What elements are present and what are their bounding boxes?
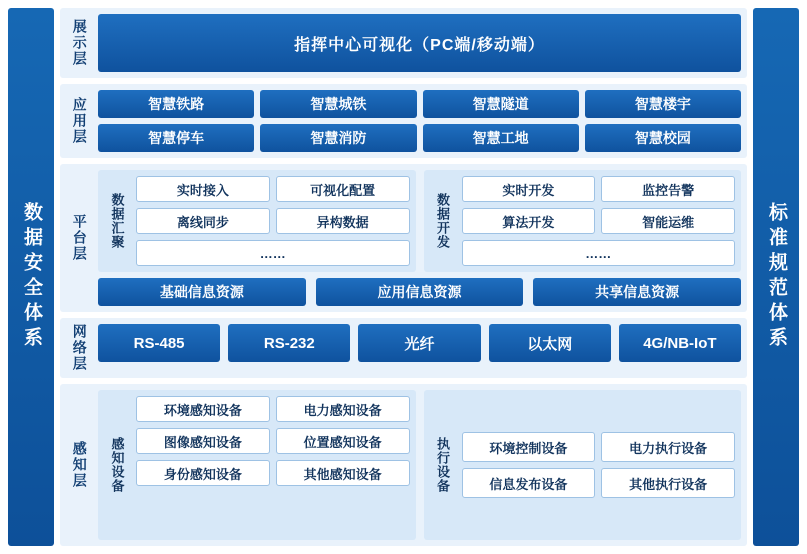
right-vertical-bar-label: 标准规范体系 xyxy=(765,202,787,352)
platform-right-more[interactable]: …… xyxy=(462,240,736,266)
app-item[interactable]: 智慧楼宇 xyxy=(585,90,741,118)
layer-display-body xyxy=(98,14,741,72)
sensing-groups xyxy=(98,390,741,540)
platform-left-more[interactable]: …… xyxy=(136,240,410,266)
layer-sensing-label-text: 感知层 xyxy=(71,441,88,489)
network-item[interactable]: 光纤 xyxy=(358,324,480,362)
platform-group-left-label xyxy=(104,176,130,266)
sensing-left-item[interactable]: 电力感知设备 xyxy=(276,396,410,422)
platform-right-item[interactable]: 算法开发 xyxy=(462,208,596,234)
layer-display xyxy=(60,8,747,78)
layer-network-label-text: 网络层 xyxy=(71,324,88,372)
sensing-left-item[interactable]: 图像感知设备 xyxy=(136,428,270,454)
left-vertical-bar-label: 数据安全体系 xyxy=(20,202,42,352)
platform-group-data-development xyxy=(424,170,742,272)
layer-application-body xyxy=(98,90,741,152)
platform-left-item[interactable]: 可视化配置 xyxy=(276,176,410,202)
platform-left-item[interactable]: 离线同步 xyxy=(136,208,270,234)
layer-stack xyxy=(60,8,747,546)
app-item[interactable]: 智慧校园 xyxy=(585,124,741,152)
layer-display-label-text: 展示层 xyxy=(71,19,88,67)
network-item[interactable]: RS-232 xyxy=(228,324,350,362)
sensing-group-right-label-text: 执行设备 xyxy=(435,437,450,493)
sensing-group-right-grid xyxy=(462,396,736,534)
sensing-right-item[interactable]: 信息发布设备 xyxy=(462,468,596,498)
platform-group-right-label xyxy=(430,176,456,266)
sensing-right-item[interactable]: 电力执行设备 xyxy=(601,432,735,462)
platform-group-right-label-text: 数据开发 xyxy=(435,193,450,249)
platform-resource-item[interactable]: 共享信息资源 xyxy=(533,278,741,306)
layer-network xyxy=(60,318,747,378)
layer-network-body xyxy=(98,324,741,372)
layer-platform-body xyxy=(98,170,741,306)
network-item[interactable]: 以太网 xyxy=(489,324,611,362)
network-grid xyxy=(98,324,741,362)
platform-right-item[interactable]: 智能运维 xyxy=(601,208,735,234)
platform-group-data-aggregation xyxy=(98,170,416,272)
sensing-right-item[interactable]: 其他执行设备 xyxy=(601,468,735,498)
platform-right-item[interactable]: 监控告警 xyxy=(601,176,735,202)
platform-left-item[interactable]: 实时接入 xyxy=(136,176,270,202)
sensing-left-item[interactable]: 身份感知设备 xyxy=(136,460,270,486)
layer-sensing-body xyxy=(98,390,741,540)
platform-groups xyxy=(98,170,741,272)
layer-platform xyxy=(60,164,747,312)
platform-resource-item[interactable]: 应用信息资源 xyxy=(316,278,524,306)
sensing-left-item[interactable]: 位置感知设备 xyxy=(276,428,410,454)
sensing-left-item[interactable]: 其他感知设备 xyxy=(276,460,410,486)
sensing-group-left-label-text: 感知设备 xyxy=(109,437,125,493)
right-vertical-bar-standards xyxy=(753,8,799,546)
platform-resource-item[interactable]: 基础信息资源 xyxy=(98,278,306,306)
layer-application-label xyxy=(66,90,92,152)
layer-display-label xyxy=(66,14,92,72)
sensing-group-left-label xyxy=(104,396,130,534)
network-item[interactable]: RS-485 xyxy=(98,324,220,362)
app-item[interactable]: 智慧城铁 xyxy=(260,90,416,118)
application-grid xyxy=(98,90,741,152)
display-row xyxy=(98,14,741,72)
platform-group-left-label-text: 数据汇聚 xyxy=(109,193,125,249)
platform-group-right-grid xyxy=(462,176,736,266)
layer-application xyxy=(60,84,747,158)
app-item[interactable]: 智慧隧道 xyxy=(423,90,579,118)
platform-left-item[interactable]: 异构数据 xyxy=(276,208,410,234)
layer-platform-label xyxy=(66,170,92,306)
app-item[interactable]: 智慧停车 xyxy=(98,124,254,152)
layer-platform-label-text: 平台层 xyxy=(71,214,88,262)
layer-sensing xyxy=(60,384,747,546)
sensing-group-actuators xyxy=(424,390,742,540)
layer-application-label-text: 应用层 xyxy=(71,97,88,145)
layer-sensing-label xyxy=(66,390,92,540)
sensing-left-item[interactable]: 环境感知设备 xyxy=(136,396,270,422)
left-vertical-bar-data-security xyxy=(8,8,54,546)
app-item[interactable]: 智慧工地 xyxy=(423,124,579,152)
display-command-center-box[interactable]: 指挥中心可视化（PC端/移动端） xyxy=(98,14,741,72)
sensing-group-left-grid xyxy=(136,396,410,534)
platform-group-left-grid xyxy=(136,176,410,266)
sensing-group-devices xyxy=(98,390,416,540)
sensing-group-right-label xyxy=(430,396,456,534)
platform-resources xyxy=(98,278,741,306)
platform-right-item[interactable]: 实时开发 xyxy=(462,176,596,202)
sensing-right-item[interactable]: 环境控制设备 xyxy=(462,432,596,462)
app-item[interactable]: 智慧消防 xyxy=(260,124,416,152)
app-item[interactable]: 智慧铁路 xyxy=(98,90,254,118)
layer-network-label xyxy=(66,324,92,372)
network-item[interactable]: 4G/NB-IoT xyxy=(619,324,741,362)
